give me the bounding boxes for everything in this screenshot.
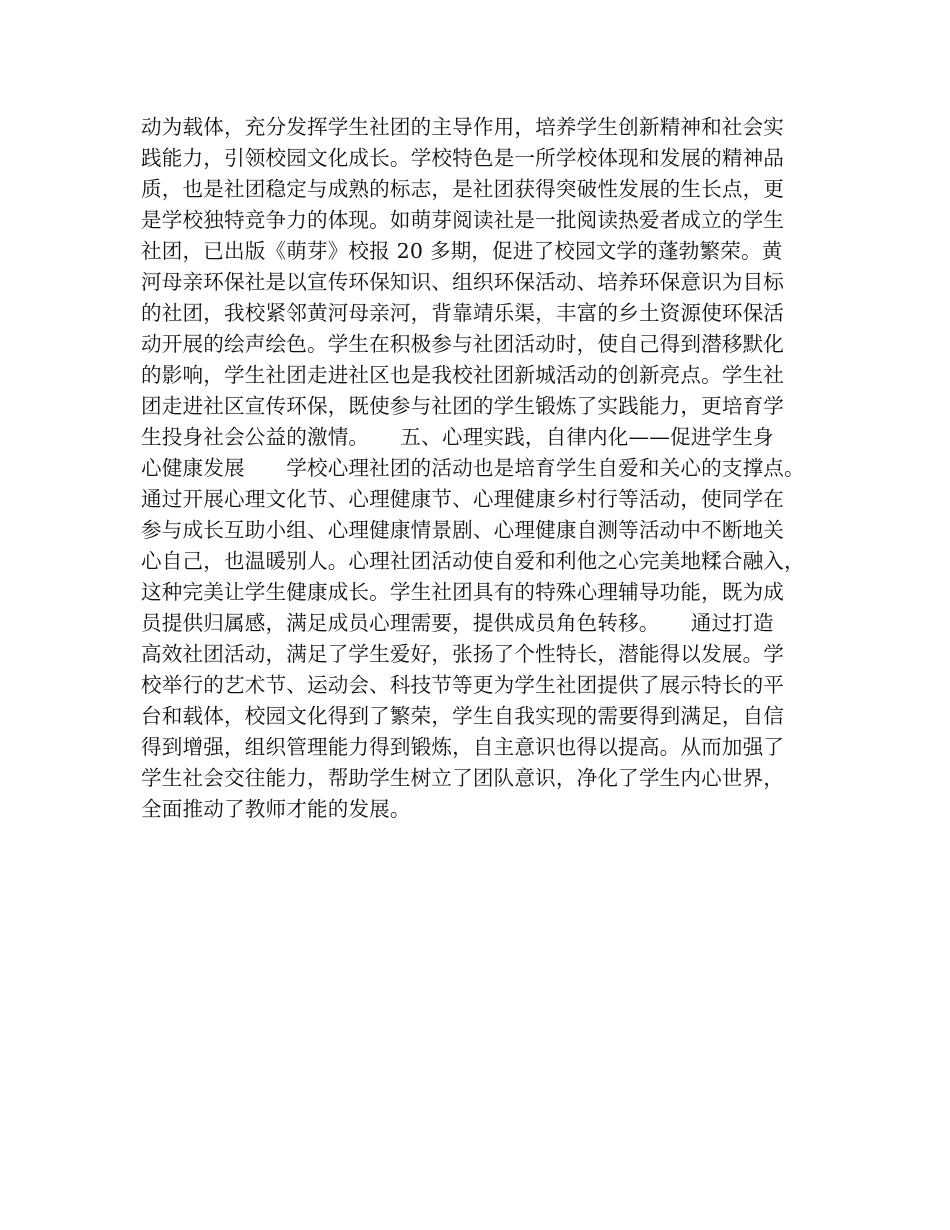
text-line: 心自己，也温暖别人。心理社团活动使自爱和利他之心完美地糅合融入， — [141, 549, 805, 573]
text-line: 台和载体，校园文化得到了繁荣，学生自我实现的需要得到满足，自信 — [141, 704, 785, 728]
text-line: 是学校独特竞争力的体现。如萌芽阅读社是一批阅读热爱者成立的学生 — [141, 208, 785, 232]
text-line: 的影响，学生社团走进社区也是我校社团新城活动的创新亮点。学生社 — [141, 363, 785, 387]
text-line: 质，也是社团稳定与成熟的标志，是社团获得突破性发展的生长点，更 — [141, 177, 785, 201]
text-line: 员提供归属感，满足成员心理需要，提供成员角色转移。 通过打造 — [141, 611, 774, 635]
text-line: 的社团，我校紧邻黄河母亲河，背靠靖乐渠，丰富的乡土资源使环保活 — [141, 301, 785, 325]
body-text — [141, 112, 831, 825]
text-line: 河母亲环保社是以宣传环保知识、组织环保活动、培养环保意识为目标 — [141, 270, 785, 294]
text-line: 动为载体，充分发挥学生社团的主导作用，培养学生创新精神和社会实 — [141, 115, 785, 139]
text-line: 得到增强，组织管理能力得到锻炼，自主意识也得以提高。从而加强了 — [141, 735, 785, 759]
text-line: 全面推动了教师才能的发展。 — [141, 797, 411, 821]
text-line: 践能力，引领校园文化成长。学校特色是一所学校体现和发展的精神品 — [141, 146, 785, 170]
text-line: 校举行的艺术节、运动会、科技节等更为学生社团提供了展示特长的平 — [141, 673, 785, 697]
text-line: 通过开展心理文化节、心理健康节、心理健康乡村行等活动，使同学在 — [141, 487, 785, 511]
text-line: 学生社会交往能力，帮助学生树立了团队意识，净化了学生内心世界， — [141, 766, 785, 790]
text-line: 生投身社会公益的激情。 五、心理实践，自律内化——促进学生身 — [141, 425, 774, 449]
text-line: 参与成长互助小组、心理健康情景剧、心理健康自测等活动中不断地关 — [141, 518, 785, 542]
text-line: 高效社团活动，满足了学生爱好，张扬了个性特长，潜能得以发展。学 — [141, 642, 785, 666]
text-line: 心健康发展 学校心理社团的活动也是培育学生自爱和关心的支撑点。 — [141, 456, 805, 480]
text-line: 动开展的绘声绘色。学生在积极参与社团活动时，使自己得到潜移默化 — [141, 332, 785, 356]
text-line: 这种完美让学生健康成长。学生社团具有的特殊心理辅导功能，既为成 — [141, 580, 785, 604]
text-line: 社团，已出版《萌芽》校报 20 多期，促进了校园文学的蓬勃繁荣。黄 — [141, 239, 783, 263]
text-line: 团走进社区宣传环保，既使参与社团的学生锻炼了实践能力，更培育学 — [141, 394, 785, 418]
